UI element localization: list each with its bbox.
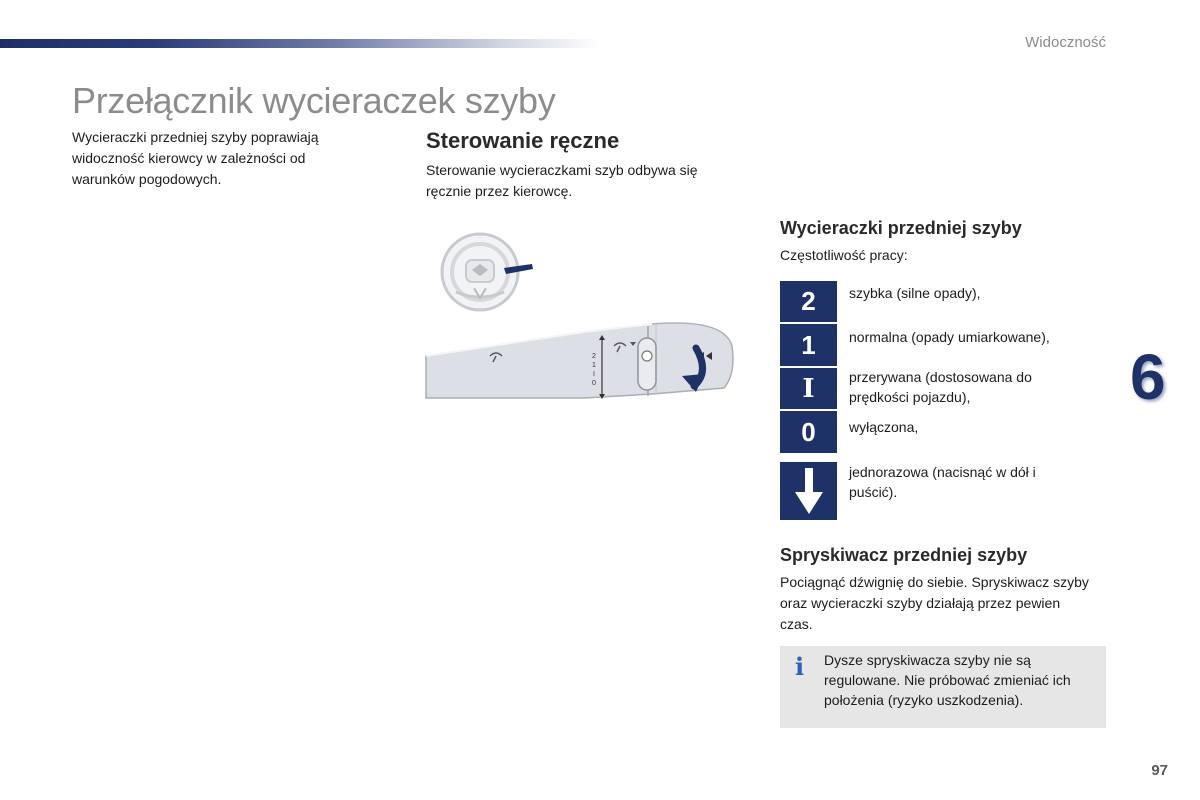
manual-heading: Sterowanie ręczne — [426, 128, 620, 153]
frequency-label: Częstotliwość pracy: — [780, 247, 908, 263]
wiper-stalk — [426, 323, 733, 399]
info-icon: i — [795, 652, 805, 681]
mode-desc-normal: normalna (opady umiarkowane), — [849, 329, 1050, 345]
intro-text: Wycieraczki przedniej szyby poprawiają widoczność kierowcy w zależności od warunków pogodowych. — [72, 129, 319, 187]
header-gradient-bar — [0, 39, 600, 48]
washer-text: Pociągnąć dźwignię do siebie. Spryskiwacz szyby oraz wycieraczki szyby działają przez pewien czas. — [780, 574, 1089, 632]
mode-desc-intermittent: przerywana (dostosowana do prędkości pojazdu), — [849, 369, 1032, 405]
page-number: 97 — [1151, 762, 1168, 779]
mode-tile-intermittent: I — [780, 368, 837, 409]
mode-desc-single: jednorazowa (nacisnąć w dół i puścić). — [849, 464, 1036, 500]
info-note — [780, 646, 1106, 728]
section-title: Widoczność — [1025, 34, 1106, 51]
mode-tile-1: 1 — [780, 324, 837, 366]
chapter-number: 6 — [1130, 341, 1166, 413]
stalk-label-1: 1 — [592, 362, 596, 369]
mode-tile-0: 0 — [780, 411, 837, 453]
stalk-label-i: I — [593, 371, 595, 378]
mode-tile-single — [780, 462, 837, 520]
arrow-down-icon — [794, 468, 824, 514]
manual-text: Sterowanie wycieraczkami szyb odbywa się ręcznie przez kierowcę. — [426, 162, 698, 199]
mode-tile-2: 2 — [780, 281, 837, 322]
stalk-label-0: 0 — [592, 380, 596, 387]
wiper-stalk-illustration — [424, 226, 740, 412]
front-wipers-heading: Wycieraczki przedniej szyby — [780, 218, 1022, 238]
page-title: Przełącznik wycieraczek szyby — [72, 80, 556, 121]
washer-heading: Spryskiwacz przedniej szyby — [780, 545, 1028, 565]
mode-desc-fast: szybka (silne opady), — [849, 285, 981, 301]
note-text: Dysze spryskiwacza szyby nie są regulowane. Nie próbować zmieniać ich położenia (ryzyko uszkodzenia). — [824, 652, 1071, 708]
mode-desc-off: wyłączona, — [849, 419, 919, 435]
stalk-label-2: 2 — [592, 353, 596, 360]
